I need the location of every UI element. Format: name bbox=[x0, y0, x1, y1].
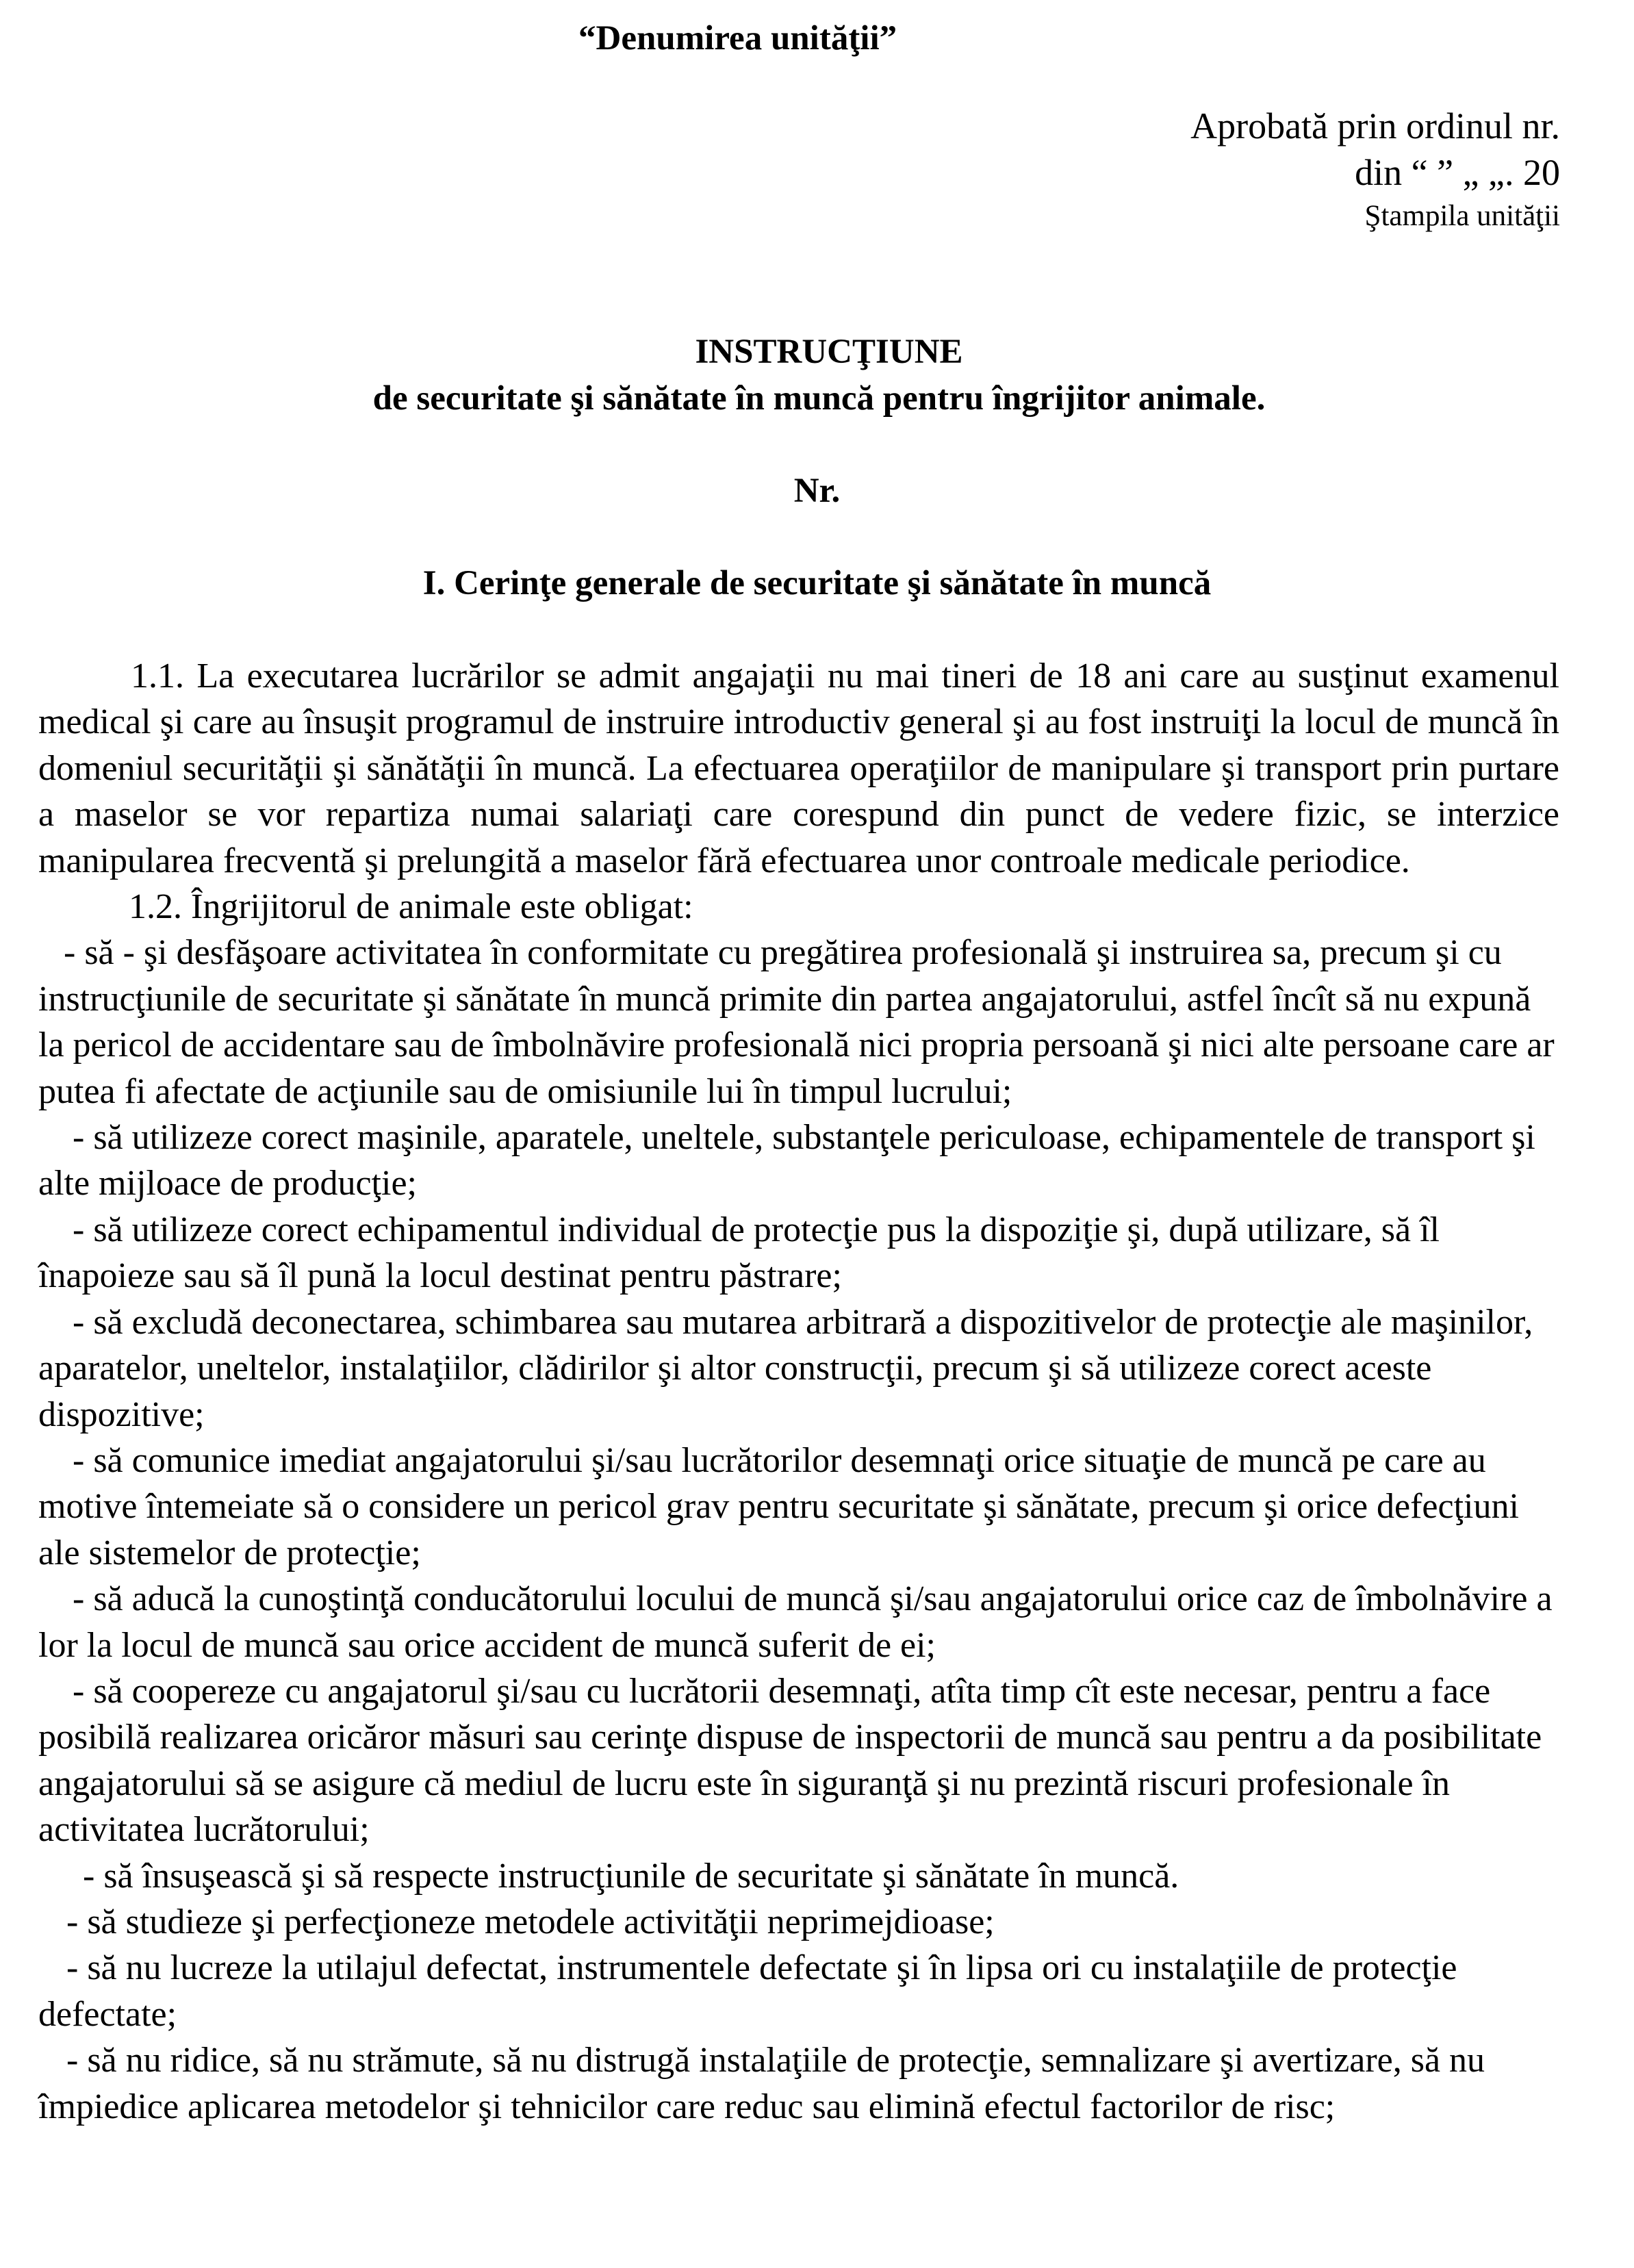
obligation-item: - să utilizeze corect maşinile, aparatele, uneltele, substanţele periculoase, echipamentele de transport şi alte mijloace de producţie; bbox=[38, 1118, 1535, 1203]
title-heading: INSTRUCŢIUNE bbox=[695, 333, 963, 371]
obligation-item: - să comunice imediat angajatorului şi/sau lucrătorilor desemnaţi orice situaţie de muncă pe care au motive întemeiate să o considere un pericol grav pentru securitate şi sănătate, precum şi orice defecţiuni ale sistemelor de protecţie; bbox=[38, 1440, 1519, 1572]
obligation-item: - să însuşească şi să respecte instrucţiunile de securitate şi sănătate în muncă. bbox=[83, 1856, 1179, 1896]
title-subheading: de securitate şi sănătate în muncă pentru îngrijitor animale. bbox=[372, 379, 1266, 418]
obligation-item: - să coopereze cu angajatorul şi/sau cu lucrătorii desemnaţi, atîta timp cît este necesar, pentru a face posibilă realizarea oricăror măsuri sau cerinţe dispuse de inspectorii de muncă sau pentru a da posibilitate angajatorului să se asigure că mediul de lucru este în siguranţă şi nu prezintă riscuri profesionale în activitatea lucrătorului; bbox=[38, 1671, 1542, 1850]
approval-block bbox=[1190, 103, 1560, 237]
obligation-item: - să nu lucreze la utilajul defectat, instrumentele defectate şi în lipsa ori cu instalaţiile de protecţie defectate; bbox=[38, 1948, 1457, 2034]
approval-line-order: Aprobată prin ordinul nr. bbox=[1190, 105, 1560, 146]
document-body bbox=[38, 653, 1559, 2130]
obligation-item: - să aducă la cunoştinţă conducătorului locului de muncă şi/sau angajatorului orice caz de îmbolnăvire a lor la locul de muncă sau orice accident de muncă suferit de ei; bbox=[38, 1579, 1553, 1665]
unit-stamp-label: Ştampila unităţii bbox=[1364, 200, 1560, 232]
obligation-item: - să - şi desfăşoare activitatea în conformitate cu pregătirea profesională şi instruirea sa, precum şi cu instrucţiunile de securitate şi sănătate în muncă primite din partea angajatorului, astfel încît să nu expună la pericol de accidentare sau de îmbolnăvire profesională nici propria persoană şi nici alte persoane care ar putea fi afectate de acţiunile sau de omisiunile lui în timpul lucrului; bbox=[38, 933, 1555, 1111]
obligation-item: - să excludă deconectarea, schimbarea sau mutarea arbitrară a dispozitivelor de protecţie ale maşinilor, aparatelor, uneltelor, instalaţiilor, clădirilor şi altor construcţii, precum şi să utilizeze corect aceste dispozitive; bbox=[38, 1302, 1533, 1434]
paragraph-1-2: 1.2. Îngrijitorul de animale este obligat: bbox=[129, 887, 693, 927]
obligation-item: - să utilizeze corect echipamentul individual de protecţie pus la dispoziţie şi, după utilizare, să îl înapoieze sau să îl pună la locul destinat pentru păstrare; bbox=[38, 1210, 1440, 1296]
obligation-item: - să nu ridice, să nu strămute, să nu distrugă instalaţiile de protecţie, semnalizare şi avertizare, să nu împiedice aplicarea metodelor şi tehnicilor care reduc sau elimină efectul factorilor de risc; bbox=[38, 2041, 1485, 2126]
document-title bbox=[0, 329, 1634, 422]
document-number-label: Nr. bbox=[793, 472, 841, 510]
section-title: I. Cerinţe generale de securitate şi sănătate în muncă bbox=[422, 564, 1212, 602]
approval-line-date: din “ ” „ „. 20 bbox=[1355, 152, 1560, 193]
paragraph-1-1: 1.1. La executarea lucrărilor se admit angajaţii nu mai tineri de 18 ani care au susţinut examenul medical şi care au însuşit programul de instruire introductiv general şi au fost instruiţi la locul de muncă în domeniul securităţii şi sănătăţii în muncă. La efectuarea operaţiilor de manipulare şi transport prin purtare a maselor se vor repartiza numai salariaţi care corespund din punct de vedere fizic, se interzice manipularea frecventă şi prelungită a maselor fără efectuarea unor controale medicale periodice. bbox=[38, 657, 1559, 880]
unit-name: “Denumirea unităţii” bbox=[578, 19, 897, 58]
obligation-item: - să studieze şi perfecţioneze metodele activităţii neprimejdioase; bbox=[66, 1902, 995, 1941]
